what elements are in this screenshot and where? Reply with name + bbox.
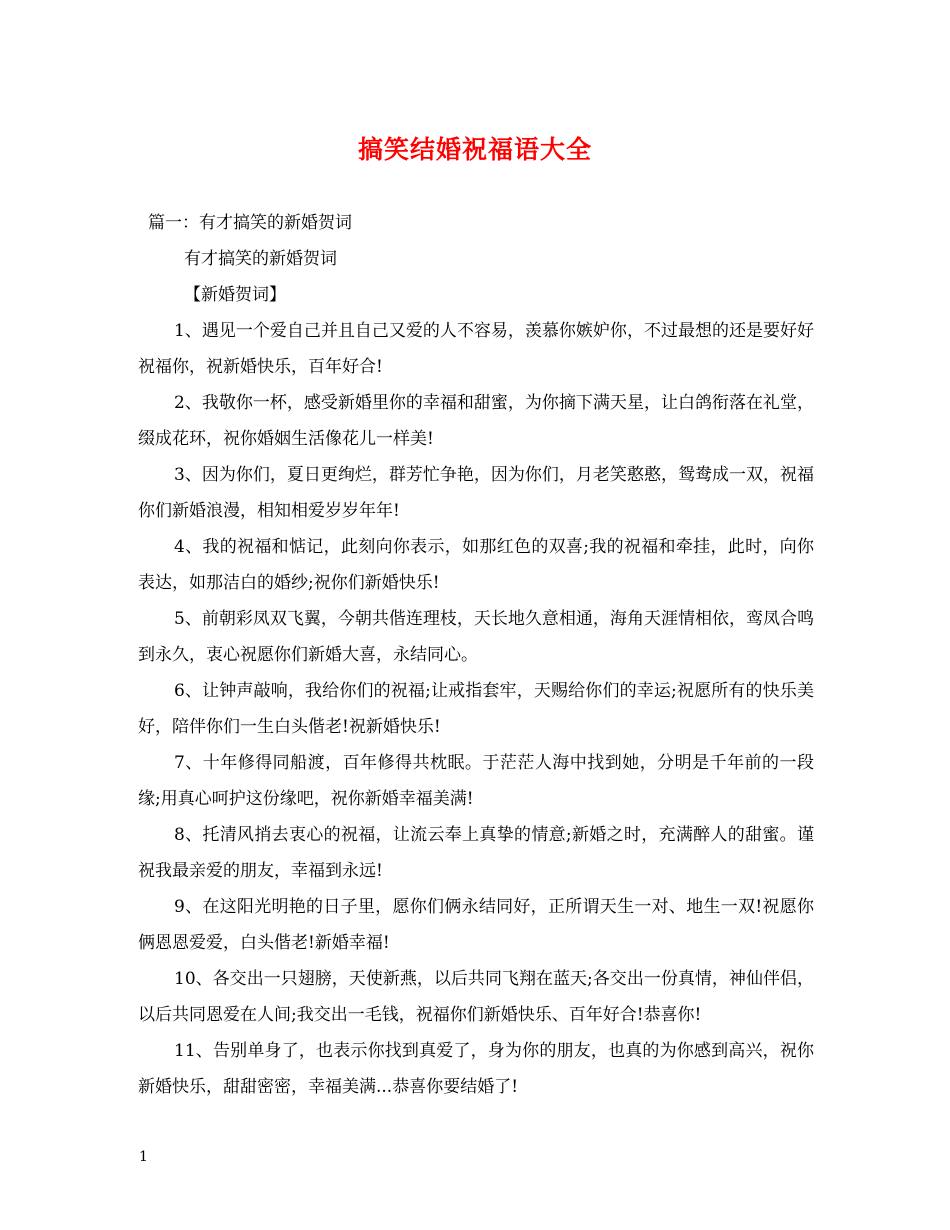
greeting-paragraph: 5、前朝彩凤双飞翼，今朝共偕连理枝，天长地久意相通，海角天涯情相依，鸾凤合鸣到永久，衷心祝愿你们新婚大喜，永结同心。 (138, 609, 814, 665)
section-heading: 篇一：有才搞笑的新婚贺词 (148, 213, 352, 233)
greeting-paragraph: 8、托清风捎去衷心的祝福，让流云奉上真挚的情意;新婚之时，充满醉人的甜蜜。谨祝我最亲爱的朋友，幸福到永远! (138, 825, 814, 881)
greeting-paragraph: 4、我的祝福和惦记，此刻向你表示，如那红色的双喜;我的祝福和牵挂，此时，向你表达，如那洁白的婚纱;祝你们新婚快乐! (138, 537, 814, 593)
greeting-paragraph: 3、因为你们，夏日更绚烂，群芳忙争艳，因为你们，月老笑憨憨，鸳鸯成一双，祝福你们新婚浪漫，相知相爱岁岁年年! (138, 465, 814, 521)
greeting-paragraph: 11、告别单身了，也表示你找到真爱了，身为你的朋友，也真的为你感到高兴，祝你新婚快乐，甜甜密密，幸福美满...恭喜你要结婚了! (138, 1041, 814, 1097)
section-tag: 【新婚贺词】 (184, 285, 286, 305)
greeting-paragraph: 1、遇见一个爱自己并且自己又爱的人不容易，羡慕你嫉妒你，不过最想的还是要好好祝福你，祝新婚快乐，百年好合! (138, 321, 814, 377)
greeting-paragraph: 2、我敬你一杯，感受新婚里你的幸福和甜蜜，为你摘下满天星，让白鸽衔落在礼堂，缀成花环，祝你婚姻生活像花儿一样美! (138, 393, 814, 449)
document-body (138, 205, 814, 1105)
greeting-paragraph: 10、各交出一只翅膀，天使新燕，以后共同飞翔在蓝天;各交出一份真情，神仙伴侣，以后共同恩爱在人间;我交出一毛钱，祝福你们新婚快乐、百年好合!恭喜你! (138, 969, 814, 1025)
greeting-paragraph: 9、在这阳光明艳的日子里，愿你们俩永结同好，正所谓天生一对、地生一双!祝愿你俩恩恩爱爱，白头偕老!新婚幸福! (138, 897, 814, 953)
sub-heading: 有才搞笑的新婚贺词 (184, 249, 337, 269)
page-number: 1 (139, 1149, 148, 1165)
greeting-paragraph: 7、十年修得同船渡，百年修得共枕眠。于茫茫人海中找到她，分明是千年前的一段缘;用真心呵护这份缘吧，祝你新婚幸福美满! (138, 753, 814, 809)
document-title: 搞笑结婚祝福语大全 (357, 135, 592, 164)
greeting-paragraph: 6、让钟声敲响，我给你们的祝福;让戒指套牢，天赐给你们的幸运;祝愿所有的快乐美好，陪伴你们一生白头偕老!祝新婚快乐! (138, 681, 814, 737)
